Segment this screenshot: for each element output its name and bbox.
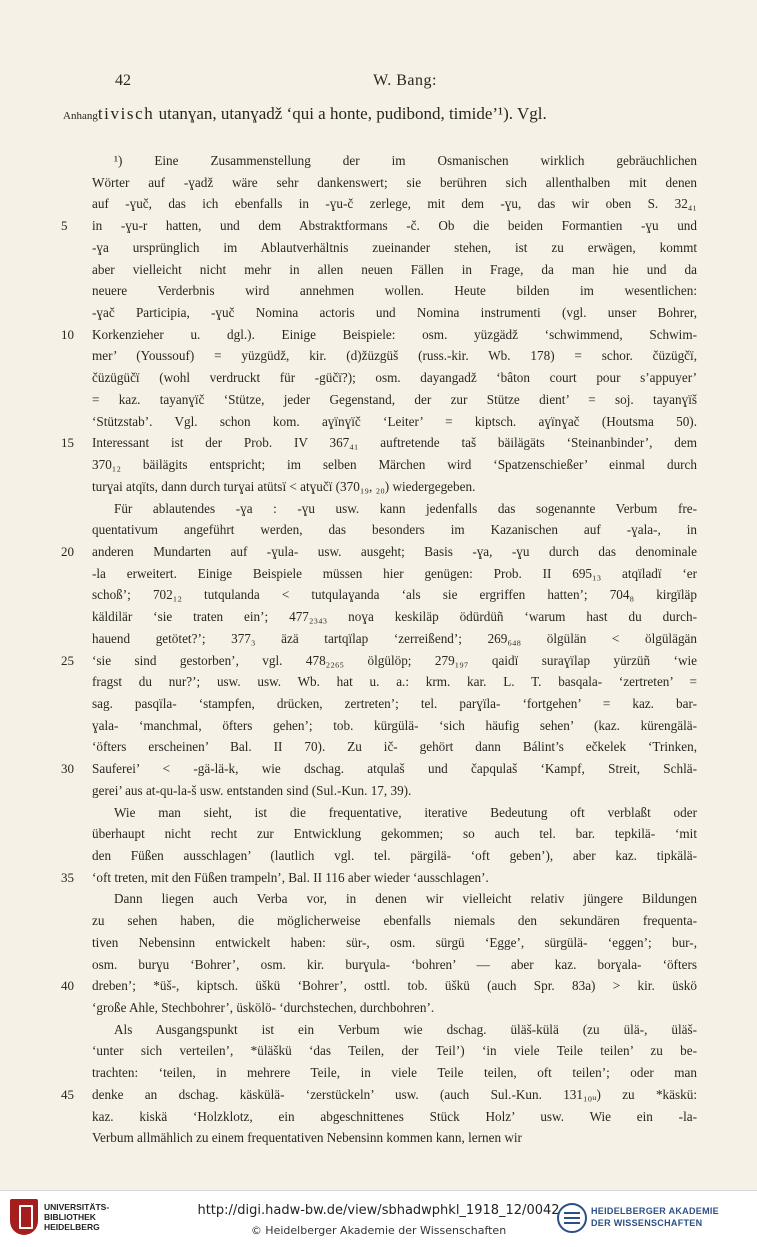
body-first-line xyxy=(63,104,697,124)
logo-left-line-3: HEIDELBERG xyxy=(44,1222,100,1232)
footnote-line xyxy=(92,954,697,976)
footnote-line-text: trachten: ‘teilen, in mehrere Teile, in viele Teile teilen, oft teilen’; oder man xyxy=(92,1065,697,1081)
footnote-line-text: überhaupt nicht recht zur Entwicklung gekommen; so auch tel. bar. tepkilä- ‘mit xyxy=(92,826,697,842)
footnote-line xyxy=(92,671,697,693)
footnote-line-text: Für ablautendes -ɣa : -ɣu usw. kann jedenfalls das sogenannte Verbum fre- xyxy=(114,500,697,516)
footnote-line xyxy=(61,650,697,672)
footnote-line-text: den Füßen ausschlagen’ (lautlich vgl. tel. pärgilä- ‘oft geben’), aber kaz. tipkälä- xyxy=(92,848,697,863)
page-number: 42 xyxy=(115,72,131,89)
footnote-line-text: anderen Mundarten auf -ɣula- usw. ausgeht; Basis -ɣa, -ɣu durch das denominale xyxy=(92,543,697,559)
footnote-line-text: käldilär ‘sie traten ein’; 477₂₃₄₃ noɣa keskiläp ödürdüñ ‘warum hast du durch- xyxy=(92,609,697,625)
footnote-line xyxy=(61,867,697,889)
footnote-line xyxy=(92,302,697,324)
logo-left-line-2: BIBLIOTHEK xyxy=(44,1212,96,1222)
footnote-line-text: = kaz. tayanɣïč ‘Stütze, jeder Gegenstand, der zur Stütze dient’ = soj. tayanɣïš xyxy=(92,391,697,407)
footnote-line xyxy=(92,519,697,541)
line-number: 20 xyxy=(61,543,74,559)
footnote-line-text: gerei’ aus at-qu-la-š usw. entstanden sind (Sul.-Kun. 17, 39). xyxy=(92,782,412,798)
footnote-line xyxy=(61,541,697,563)
logo-right-line-1: HEIDELBERGER AKADEMIE xyxy=(591,1206,719,1216)
footnote-line xyxy=(92,193,697,215)
footnote-line xyxy=(92,932,697,954)
footnote-line xyxy=(92,389,697,411)
running-head xyxy=(115,72,695,92)
footnote-line xyxy=(92,1062,697,1084)
footnote-line xyxy=(92,736,697,758)
footnote-line xyxy=(92,150,697,172)
footnote-line xyxy=(92,498,697,520)
footnote-line-text: Verbum allmählich zu einem frequentativen Nebensinn kommen kann, lernen wir xyxy=(92,1130,522,1146)
footnote-line-text: čüzügüčï (wohl verdruckt für -güčï?); osm. dayangadž ‘bâton court pour s’appuyer’ xyxy=(92,370,697,386)
academy-emblem-icon xyxy=(557,1203,587,1233)
footnote-line-text: dreben’; *üš-, kiptsch. üškü ‘Bohrer’, osttl. tob. üškü (auch Spr. 83a) > kir. üskö xyxy=(92,978,697,994)
footnote-line-text: auf -ɣuč, das ich ebenfalls in -ɣu-č zerlege, mit dem -ɣu, das wir oben S. 32₄₁ xyxy=(92,196,697,212)
footnote-line xyxy=(92,237,697,259)
footnote-line-text: denke an dschag. käskülä- ‘zerstückeln’ usw. (auch Sul.-Kun. 131₁₀ᵤ) zu *käskü: xyxy=(92,1086,697,1102)
footnote-line-text: Als Ausgangspunkt ist ein Verbum wie dschag. üläš-külä (zu ülä-, üläš- xyxy=(114,1021,697,1037)
footnote-line-text: kaz. kiskä ‘Holzklotz, ein abgeschnittenes Stück Holz’ usw. Wie ein -la- xyxy=(92,1108,697,1124)
footnote-line xyxy=(92,715,697,737)
footnote-line-text: Sauferei’ < -gä-lä-k, wie dschag. atqulaš und čapqulaš ‘Kampf, Streit, Schlä- xyxy=(92,761,697,777)
footnote-line-text: fragst du nur?’; usw. usw. Wb. hat u. a.: krm. kar. L. T. basqala- ‘zertreten’ = xyxy=(92,674,697,690)
footnote-line xyxy=(61,758,697,780)
footnote-line xyxy=(61,975,697,997)
footnote-line xyxy=(92,1040,697,1062)
footnote-line-text: Korkenzieher u. dgl.). Einige Beispiele: osm. yüzgädž ‘schwimmend, Schwim- xyxy=(92,326,697,342)
footnote-line xyxy=(92,910,697,932)
footnote-line xyxy=(92,280,697,302)
footnote-line xyxy=(92,259,697,281)
line-number: 10 xyxy=(61,326,74,342)
footnote-line xyxy=(92,802,697,824)
footnote-line xyxy=(92,454,697,476)
running-head-author: W. Bang: xyxy=(373,72,437,89)
footnote-line xyxy=(92,997,697,1019)
footnote-line-text: ‘sie sind gestorben’, vgl. 478₂₂₆₅ ölgülöp; 279₁₉₇ qaidï suraɣïlap yürzüñ ‘wie xyxy=(92,652,697,668)
catchword-fragment: Anhang xyxy=(63,110,98,122)
footnote-line xyxy=(92,606,697,628)
line-number: 40 xyxy=(61,978,74,994)
footnote-line-text: Interessant ist der Prob. IV 367₄₁ auftretende taš bäilägäts ‘Steinanbinder’, dem xyxy=(92,435,697,451)
logo-right-line-2: DER WISSENSCHAFTEN xyxy=(591,1218,703,1228)
footnote-line xyxy=(92,845,697,867)
line-number: 25 xyxy=(61,652,74,668)
footnote-line-text: ‘große Ahle, Stechbohrer’, üskölö- ‘durchstechen, durchbohren’. xyxy=(92,1000,435,1016)
line-number: 30 xyxy=(61,761,74,777)
footnote-line-text: ‘öfters erscheinen’ Bal. II 70). Zu ič- gehört dann Bálint’s ečkelek ‘Trinken, xyxy=(92,739,697,755)
footnote-line-text: osm. burɣu ‘Bohrer’, osm. kir. burɣula- ‘bohren’ — aber kaz. borɣala- ‘öfters xyxy=(92,956,697,972)
permalink-url[interactable]: http://digi.hadw-bw.de/view/sbhadwphkl_1918_12/0042 xyxy=(197,1203,560,1218)
footnote-line-text: ɣala- ‘manchmal, öfters gehen’; tob. kürgülä- ‘sich häufig sehen’ (kaz. kürengälä- xyxy=(92,717,697,733)
footnote-line xyxy=(92,367,697,389)
footnote-line-text: quentativum angeführt werden, das besonders im Kazanischen auf -ɣala-, in xyxy=(92,522,697,538)
footnote-line-text: hauend getötet?’; 377₃ äzä tartqïlap ‘zerreißend’; 269₆₄₈ ölgülän < ölgülägän xyxy=(92,630,697,646)
first-line-text: utanɣan, utanɣadž ‘qui a honte, pudibond, timide’¹). Vgl. xyxy=(154,104,547,123)
digital-library-footer xyxy=(0,1190,757,1247)
footnote-line xyxy=(61,324,697,346)
footnote-line xyxy=(61,215,697,237)
footnote-line-text: -ɣa ursprünglich im Ablautverhältnis zueinander stehen, ist zu erwägen, kommt xyxy=(92,239,697,255)
footnote-line-text: mer’ (Youssouf) = yüzgüdž, kir. (d)žüzgüš (russ.-kir. Wb. 178) = schor. čüzügčï, xyxy=(92,348,697,364)
footnote-line xyxy=(92,476,697,498)
footnote-block xyxy=(61,150,697,1149)
footnote-line xyxy=(92,628,697,650)
footnote-line xyxy=(92,563,697,585)
footnote-line xyxy=(92,1127,697,1149)
line-number: 45 xyxy=(61,1086,74,1102)
footnote-line-text: ¹) Eine Zusammenstellung der im Osmanischen wirklich gebräuchlichen xyxy=(114,153,697,168)
spaced-word: tivisch xyxy=(97,104,155,123)
footnote-line xyxy=(92,888,697,910)
footnote-line-text: zu sehen haben, die möglicherweise ebenfalls niemals den sekundären frequenta- xyxy=(92,913,697,929)
line-number: 5 xyxy=(61,218,68,234)
line-number: 15 xyxy=(61,435,74,451)
footnote-line-text: turɣai atqïts, dann durch turɣai atütsï < atɣučï (370₁₉, ₂₀) wiedergegeben. xyxy=(92,478,476,494)
footnote-line-text: in -ɣu-r hatten, und dem Abstraktformans -č. Ob die beiden Formantien -ɣu und xyxy=(92,218,697,234)
footnote-line xyxy=(92,1019,697,1041)
footnote-line xyxy=(92,411,697,433)
footnote-line-text: -ɣač Participia, -ɣuč Nomina actoris und Nomina instrumenti (vgl. unser Bohrer, xyxy=(92,305,697,321)
footnote-line-text: Dann liegen auch Verba vor, in denen wir vielleicht relativ jüngere Bildungen xyxy=(114,891,697,907)
footnote-line xyxy=(92,1106,697,1128)
footnote-line xyxy=(92,780,697,802)
footnote-line-text: Wörter auf -ɣadž wäre sehr dankenswert; sie berühren sich allenthalben mit denen xyxy=(92,174,697,190)
footnote-line xyxy=(92,172,697,194)
academy-logo[interactable] xyxy=(557,1201,747,1237)
footnote-line xyxy=(92,584,697,606)
footnote-line-text: -la erweitert. Einige Beispiele müssen hier genügen: Prob. II 695₁₃ atqïladï ‘er xyxy=(92,565,697,581)
footnote-line-text: schoß’; 702₁₂ tutqulanda < tutqulaɣanda ‘als sie ergriffen hatten’; 704₈ kirgïläp xyxy=(92,587,697,603)
footnote-line-text: sag. pasqïla- ‘stampfen, drücken, zertreten’; tel. parɣïla- ‘fortgehen’ = kaz. bar- xyxy=(92,695,697,711)
footnote-line-text: Wie man sieht, ist die frequentative, iterative Bedeutung oft verblaßt oder xyxy=(114,804,697,820)
footnote-line-text: tiven Nebensinn entwickelt haben: sür-, osm. sürgü ‘Egge’, sürgülä- ‘eggen’; bur-, xyxy=(92,934,697,950)
footnote-line xyxy=(92,345,697,367)
footnote-line xyxy=(92,823,697,845)
footnote-line-text: ‘Stützstab’. Vgl. schon kom. aɣïnɣïč ‘Leiter’ = kiptsch. aɣïnɣač (Houtsma 50). xyxy=(92,413,697,429)
footnote-line-text: neuere Verderbnis wird annehmen wollen. Heute bilden im wesentlichen: xyxy=(92,283,697,299)
footnote-line-text: ‘oft treten, mit den Füßen trampeln’, Bal. II 116 aber wieder ‘ausschlagen’. xyxy=(92,869,489,885)
footnote-line-text: aber vielleicht nicht mehr in allen neuen Fällen in Frage, da man hie und da xyxy=(92,261,697,277)
footnote-line xyxy=(61,432,697,454)
line-number: 35 xyxy=(61,869,74,885)
footnote-line xyxy=(92,693,697,715)
footnote-line xyxy=(61,1084,697,1106)
copyright-notice: © Heidelberger Akademie der Wissenschaften xyxy=(250,1224,507,1237)
logo-left-line-1: UNIVERSITÄTS- xyxy=(44,1202,110,1212)
footnote-line-text: ‘unter sich verteilen’, *üläškü ‘das Teilen, der Teil’) ‘in viele Teile teilen’ zu be- xyxy=(92,1043,697,1059)
footnote-line-text: 370₁₂ bäilägits entspricht; im selben Märchen wird ‘Spatzenschießer’ einmal durch xyxy=(92,457,697,473)
